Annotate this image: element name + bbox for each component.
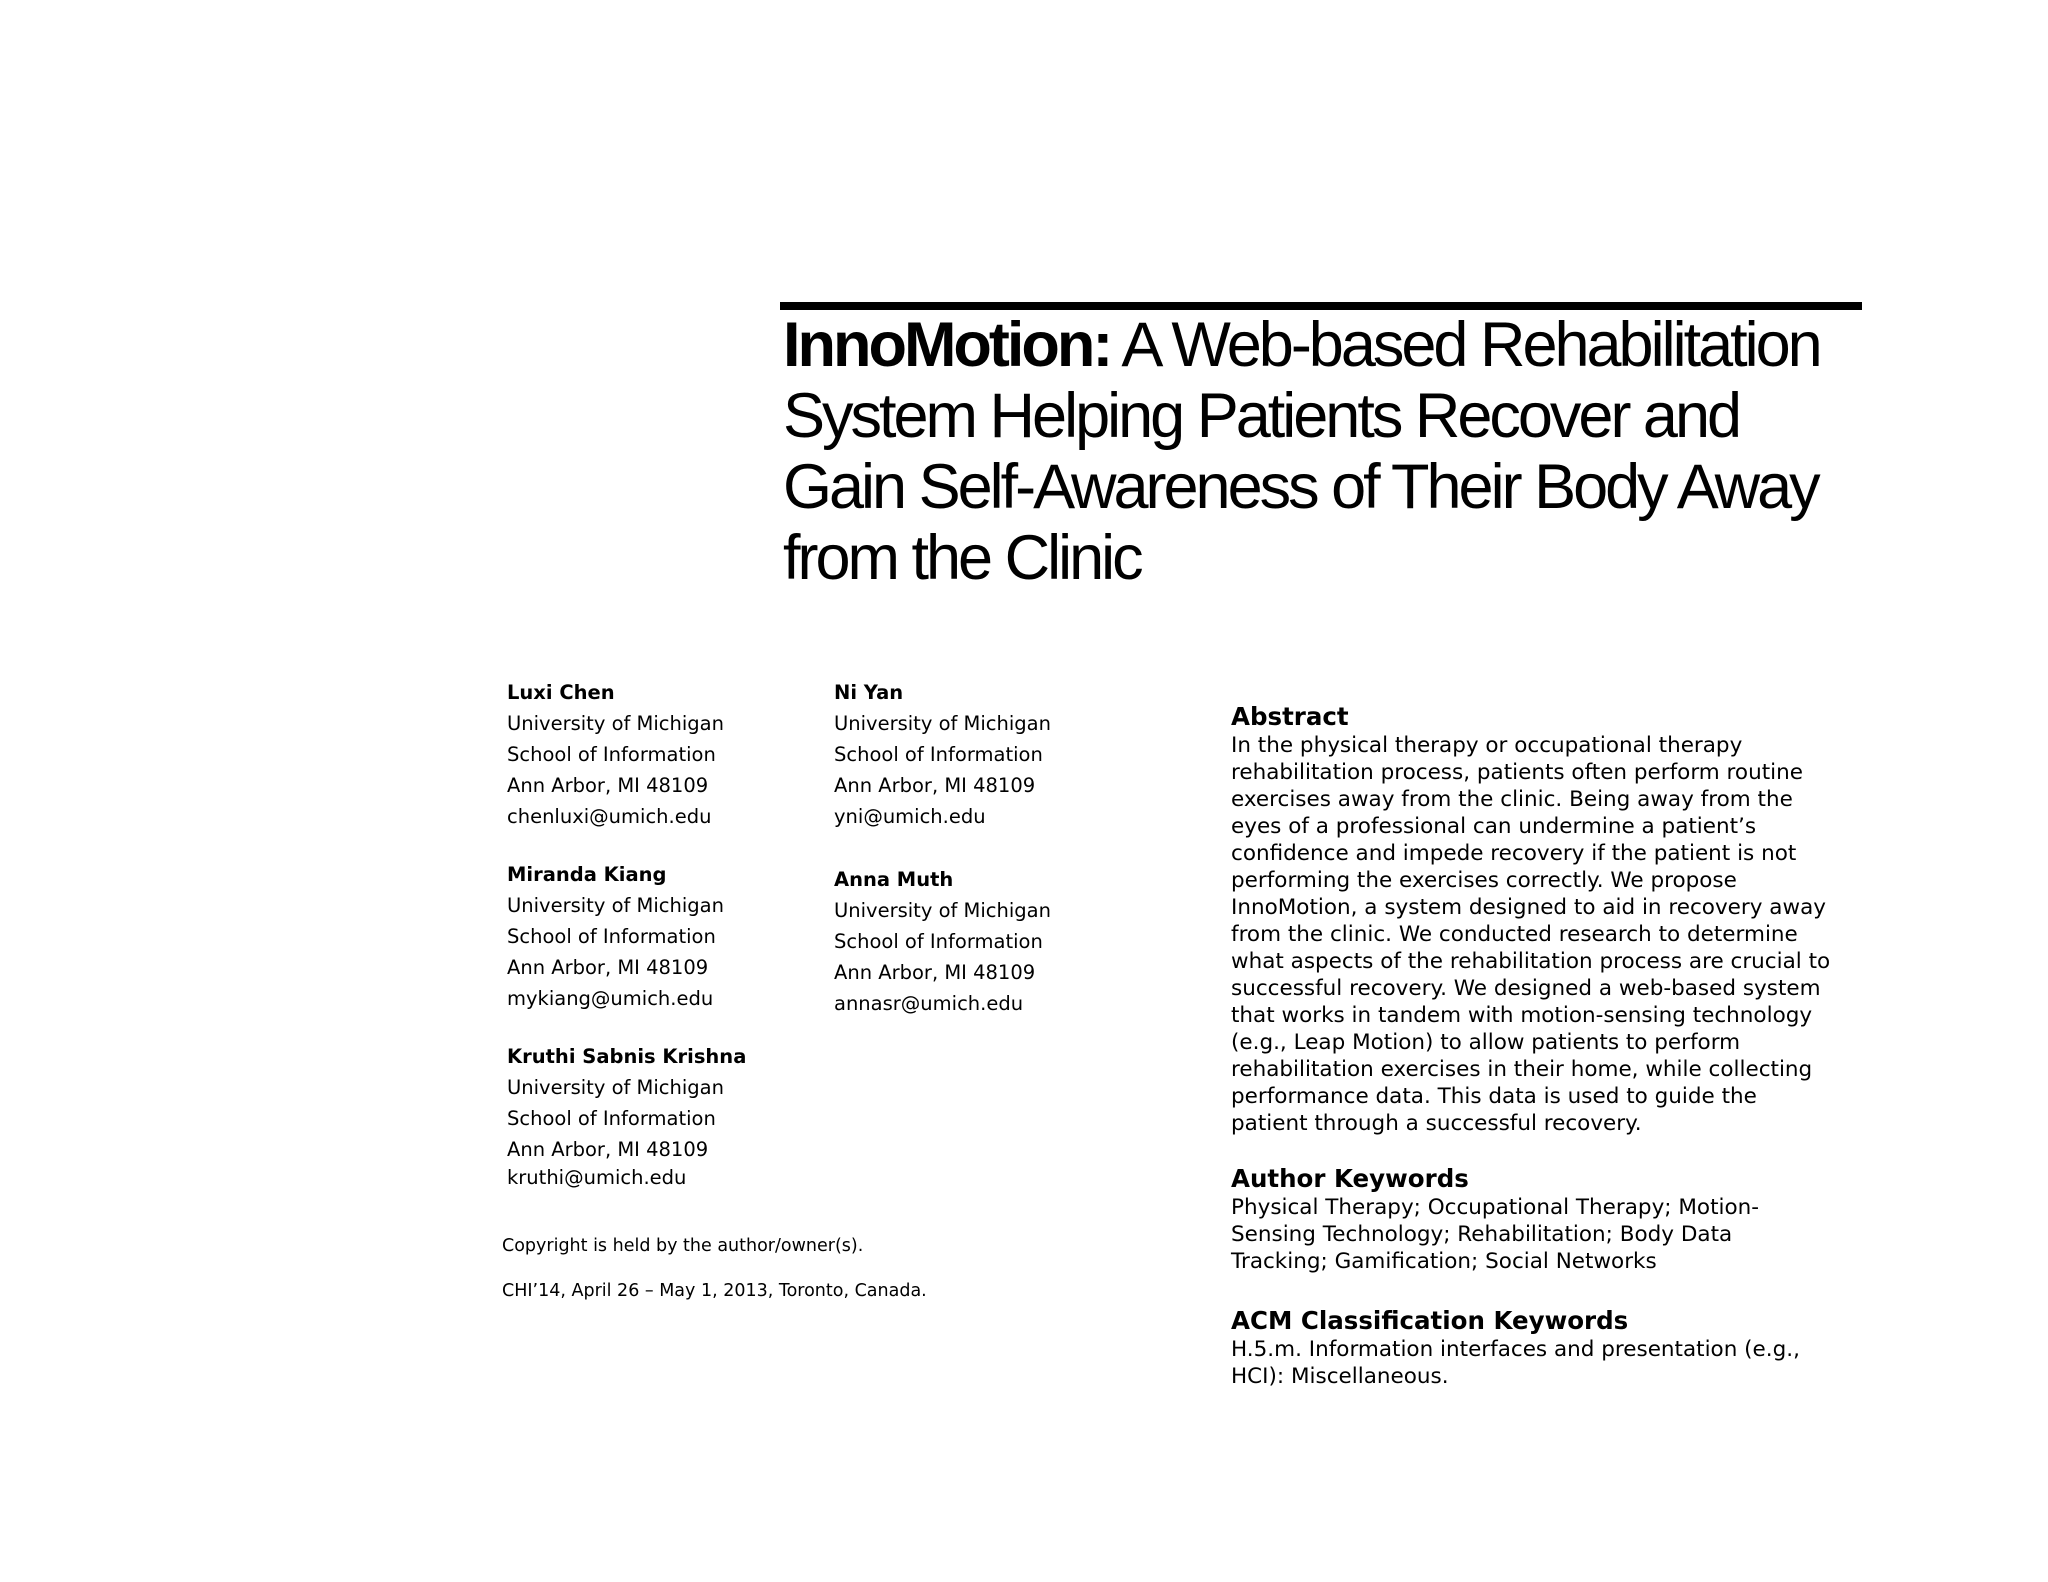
abstract-line: eyes of a professional can undermine a patient’s <box>1231 814 1757 839</box>
author-university: University of Michigan <box>834 712 1051 735</box>
abstract-line: performing the exercises correctly. We propose <box>1231 868 1737 893</box>
author-keywords-body <box>1231 1194 1881 1275</box>
author-keywords-section <box>1231 1164 1881 1275</box>
author-name: Kruthi Sabnis Krishna <box>507 1045 747 1068</box>
conference-info: CHI’14, April 26 – May 1, 2013, Toronto, Canada. <box>502 1281 927 1301</box>
author-name: Anna Muth <box>834 868 954 891</box>
author-keywords-line: Sensing Technology; Rehabilitation; Body Data <box>1231 1222 1733 1247</box>
author-address: Ann Arbor, MI 48109 <box>834 774 1036 797</box>
author-keywords-heading: Author Keywords <box>1231 1164 1469 1193</box>
author-name: Luxi Chen <box>507 681 615 704</box>
acm-keywords-line: HCI): Miscellaneous. <box>1231 1364 1449 1389</box>
author-block <box>507 677 724 832</box>
author-keywords-line: Physical Therapy; Occupational Therapy; Motion- <box>1231 1195 1760 1220</box>
copyright-notice: Copyright is held by the author/owner(s). <box>502 1236 864 1256</box>
author-email[interactable]: chenluxi@umich.edu <box>507 805 712 828</box>
author-email[interactable]: annasr@umich.edu <box>834 992 1024 1015</box>
abstract-line: successful recovery. We designed a web-based system <box>1231 976 1821 1001</box>
acm-keywords-section <box>1231 1306 1881 1390</box>
author-school: School of Information <box>507 925 716 948</box>
author-block <box>834 864 1051 1019</box>
abstract-line: from the clinic. We conducted research to determine <box>1231 922 1798 947</box>
author-school: School of Information <box>507 1107 716 1130</box>
author-email[interactable]: kruthi@umich.edu <box>507 1166 687 1189</box>
author-keywords-line: Tracking; Gamification; Social Networks <box>1231 1249 1657 1274</box>
acm-keywords-line: H.5.m. Information interfaces and presentation (e.g., <box>1231 1337 1800 1362</box>
author-address: Ann Arbor, MI 48109 <box>507 774 709 797</box>
author-school: School of Information <box>834 743 1043 766</box>
abstract-line: rehabilitation process, patients often perform routine <box>1231 760 1803 785</box>
author-name: Miranda Kiang <box>507 863 667 886</box>
abstract-line: confidence and impede recovery if the patient is not <box>1231 841 1797 866</box>
abstract-line: performance data. This data is used to guide the <box>1231 1084 1757 1109</box>
author-university: University of Michigan <box>507 1076 724 1099</box>
paper-title-rest: A Web-based Rehabilitation System Helping Patients Recover and Gain Self-Awareness of Their Body Away from the Clinic <box>783 310 1820 593</box>
author-address: Ann Arbor, MI 48109 <box>507 956 709 979</box>
abstract-line: exercises away from the clinic. Being away from the <box>1231 787 1793 812</box>
abstract-line: (e.g., Leap Motion) to allow patients to perform <box>1231 1030 1741 1055</box>
acm-keywords-heading: ACM Classification Keywords <box>1231 1306 1629 1335</box>
abstract-heading: Abstract <box>1231 702 1349 731</box>
paper-title <box>783 310 1873 594</box>
acm-keywords-body <box>1231 1336 1881 1390</box>
author-school: School of Information <box>507 743 716 766</box>
abstract-line: rehabilitation exercises in their home, while collecting <box>1231 1057 1813 1082</box>
author-name: Ni Yan <box>834 681 904 704</box>
paper-title-strong: InnoMotion: <box>783 310 1111 380</box>
abstract-line: In the physical therapy or occupational therapy <box>1231 733 1743 758</box>
abstract-section <box>1231 702 1881 1137</box>
abstract-line: patient through a successful recovery. <box>1231 1111 1642 1136</box>
author-university: University of Michigan <box>834 899 1051 922</box>
author-university: University of Michigan <box>507 894 724 917</box>
author-address: Ann Arbor, MI 48109 <box>834 961 1036 984</box>
author-school: School of Information <box>834 930 1043 953</box>
abstract-line: InnoMotion, a system designed to aid in recovery away <box>1231 895 1826 920</box>
author-email[interactable]: yni@umich.edu <box>834 805 986 828</box>
abstract-body <box>1231 732 1881 1137</box>
abstract-line: what aspects of the rehabilitation process are crucial to <box>1231 949 1831 974</box>
author-university: University of Michigan <box>507 712 724 735</box>
title-rule <box>780 302 1862 310</box>
author-block <box>507 1041 746 1191</box>
author-block <box>507 859 724 1014</box>
author-block <box>834 677 1051 832</box>
abstract-line: that works in tandem with motion-sensing technology <box>1231 1003 1813 1028</box>
author-address: Ann Arbor, MI 48109 <box>507 1138 709 1161</box>
author-email[interactable]: mykiang@umich.edu <box>507 987 714 1010</box>
